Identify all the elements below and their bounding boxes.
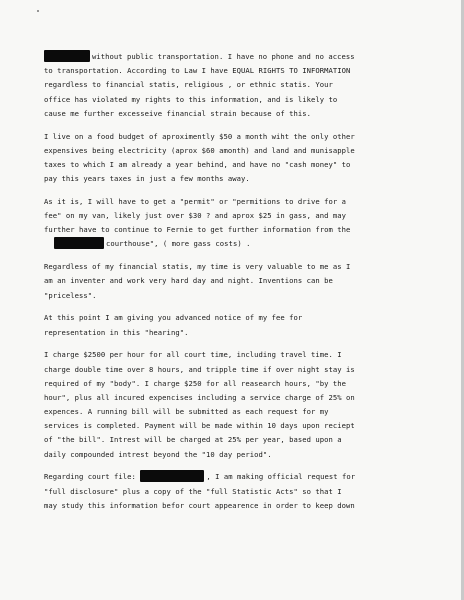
text-line: of "the bill". Intrest will be charged at 25% per year, based upon a	[44, 435, 342, 445]
text-line: required of my "body". I charge $250 for all reasearch hours, "by the	[44, 378, 347, 388]
scan-speck	[37, 10, 39, 12]
text-line: daily compounded intrest beyond the "10 day period".	[44, 449, 272, 459]
text-line: to transportation. According to Law I have EQUAL RIGHTS TO INFORMATION	[44, 66, 351, 76]
line-text: courthouse", ( more gass costs) .	[106, 239, 251, 249]
text-line: hour", plus all incured expencises including a service charge of 25% on	[44, 392, 355, 402]
letter-body	[44, 50, 436, 513]
line-text: Regarding court file:	[44, 472, 136, 482]
text-line: am an inventer and work very hard day and night. Inventions can be	[44, 276, 333, 286]
text-line: "priceless".	[44, 290, 97, 300]
text-line: Regardless of my financial statis, my time is very valuable to me as I	[44, 262, 351, 272]
text-line: expences. A running bill will be submitted as each request for my	[44, 407, 329, 417]
text-line: "full disclosure" plus a copy of the "full Statistic Acts" so that I	[44, 486, 342, 496]
text-line: As it is, I will have to get a "permit" or "permitions to drive for a	[44, 196, 347, 206]
text-line: services is completed. Payment will be made within 10 days upon reciept	[44, 421, 355, 431]
text-line: I charge $2500 per hour for all court time, including travel time. I	[44, 350, 342, 360]
text-line: further have to continue to Fernie to get further information from the	[44, 225, 351, 235]
line-text: , I am making official request for	[206, 472, 356, 482]
paragraph-fees	[44, 348, 436, 462]
line-text: without public transportation. I have no phone and no access	[92, 52, 355, 61]
text-line: representation in this "hearing".	[44, 327, 189, 337]
paragraph-court-file	[44, 470, 436, 513]
text-line: office has violated my rights to this information, and is likely to	[44, 94, 338, 104]
text-line: may study this information befor court appearence in order to keep down	[44, 500, 355, 510]
text-line: pay this years taxes in just a few months away.	[44, 174, 250, 184]
text-line	[44, 237, 436, 251]
paragraph-permit	[44, 195, 436, 252]
text-line	[44, 50, 436, 64]
text-line: charge double time over 8 hours, and tripple time if over night stay is	[44, 364, 355, 374]
paragraph-budget	[44, 130, 436, 187]
paragraph-notice	[44, 311, 436, 339]
text-line: cause me further excesseive financial strain because of this.	[44, 108, 312, 118]
text-line: regardless to financial statis, religious , or ethnic statis. Your	[44, 80, 333, 90]
text-line: At this point I am giving you advanced notice of my fee for	[44, 313, 303, 323]
redaction-block	[54, 237, 104, 249]
redaction-block	[44, 50, 90, 62]
text-line: fee" on my van, likely just over $30 ? and aprox $25 in gass, and may	[44, 211, 347, 221]
text-line: taxes to which I am already a year behind, and have no "cash money" to	[44, 159, 351, 169]
paragraph-time-value	[44, 260, 436, 303]
text-line: expensives being electricity (aprox $60 amonth) and land and munisapple	[44, 145, 355, 155]
redaction-block	[140, 470, 204, 482]
text-line	[44, 470, 436, 484]
text-line: I live on a food budget of aproximently $50 a month wiht the only other	[44, 131, 355, 141]
paragraph-transportation	[44, 50, 436, 121]
